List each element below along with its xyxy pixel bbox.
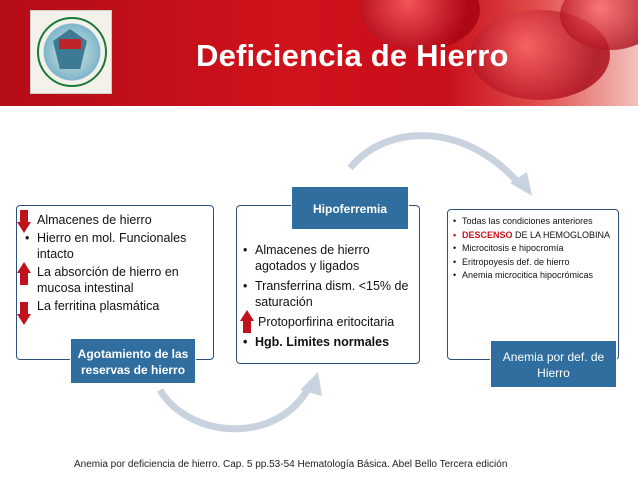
bottom-cycle-arrow [160,385,310,429]
hypoferremia-list [243,242,419,354]
bullet-icon: • [243,279,248,293]
bullet-icon: • [243,243,248,257]
list-item: La absorción de hierro en mucosa intestinal [37,265,179,295]
bullet-icon: • [243,335,248,349]
stage-tag-depletion: Agotamiento de las reservas de hierro [70,338,196,384]
stage-box-anemia [447,209,619,360]
stage-box-depletion [16,205,214,360]
page-title: Deficiencia de Hierro [196,38,509,73]
list-item: • Todas las condiciones anteriores [453,216,593,226]
citation-footer: Anemia por deficiencia de hierro. Cap. 5 pp.53-54 Hematología Básica. Abel Bello Tercera edición [74,459,508,470]
list-item: • Microcitosis e hipocromía [453,243,564,253]
list-item: • Hierro en mol. Funcionales intacto [25,231,187,261]
list-item: Protoporfirina eritocitaria [258,315,395,329]
list-item: • DESCENSO DE LA HEMOGLOBINA [453,229,611,240]
arrow-down-icon [17,210,31,234]
top-cycle-arrow [350,136,520,185]
list-item: La ferritina plasmática [37,299,160,313]
arrow-up-icon [240,310,254,334]
stage-tag-hypoferremia: Hipoferremia [291,186,409,230]
list-item: • Almacenes de hierro agotados y ligados [243,243,370,273]
list-item: • Anemia microcitica hipocrómicas [453,270,594,280]
list-item: • Hgb. Limites normales [243,335,390,349]
bullet-icon: • [453,243,457,253]
list-item: Almacenes de hierro [37,213,152,227]
arrow-down-icon [17,302,31,326]
bullet-icon: • [453,256,457,267]
list-item: • Eritropoyesis def. de hierro [453,256,570,267]
bullet-icon: • [453,216,457,226]
arrow-up-icon [17,262,31,286]
bullet-icon: • [453,270,457,280]
stage-tag-anemia: Anemia por def. de Hierro [490,340,617,388]
depletion-list [25,212,210,316]
bullet-icon: • [453,229,457,240]
anemia-list [453,216,618,284]
list-item: • Transferrina dism. <15% de saturación [243,279,409,309]
bullet-icon: • [25,231,30,245]
